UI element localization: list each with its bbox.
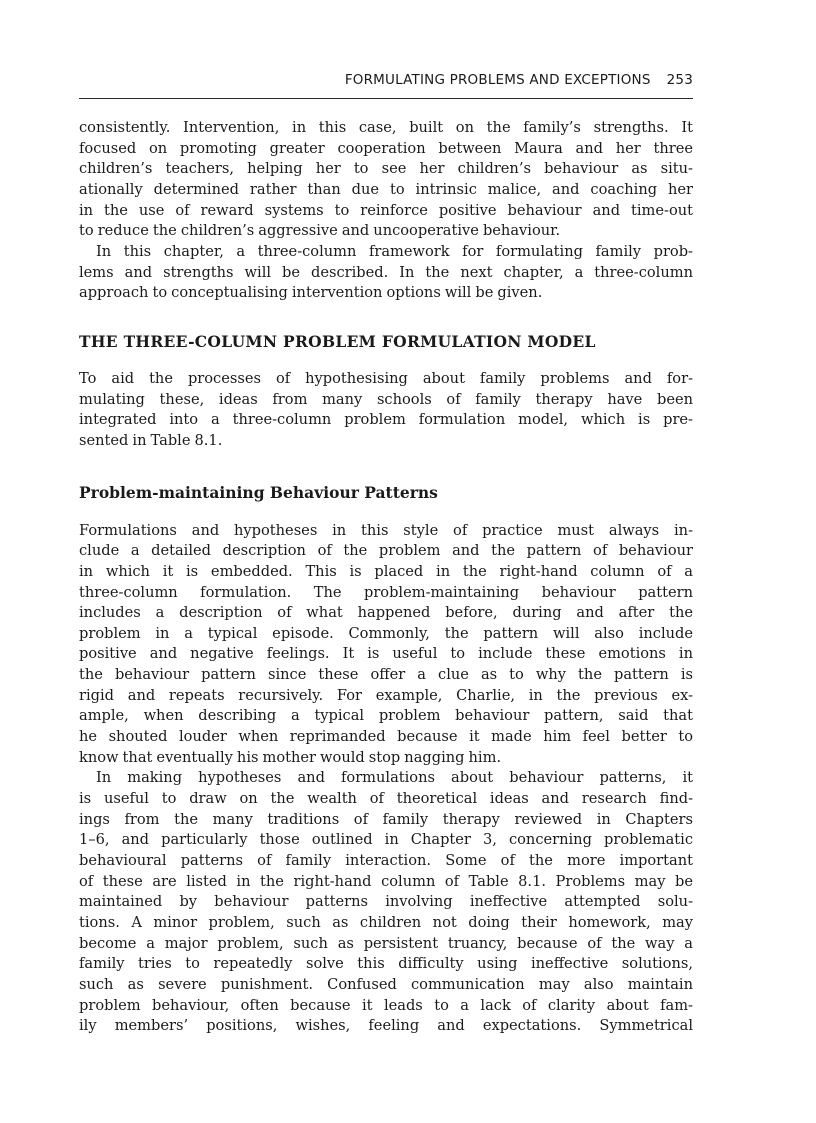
text-line: focused on promoting greater cooperation between Maura and her three [79, 139, 693, 157]
running-head [79, 72, 693, 99]
text-line: behavioural patterns of family interaction. Some of the more important [79, 852, 693, 870]
text-line: lems and strengths will be described. In the next chapter, a three-column [79, 263, 693, 281]
paragraph-2 [79, 242, 693, 304]
text-line: approach to conceptualising intervention options will be given. [79, 284, 543, 302]
text-line: In this chapter, a three-column framework for formulating family prob- [96, 242, 693, 260]
text-line: ings from the many traditions of family therapy reviewed in Chapters [79, 810, 693, 828]
text-line: of these are listed in the right-hand column of Table 8.1. Problems may be [79, 872, 693, 890]
text-line: sented in Table 8.1. [79, 431, 223, 449]
text-line: To aid the processes of hypothesising about family problems and for- [79, 369, 693, 387]
running-head-title: FORMULATING PROBLEMS AND EXCEPTIONS [344, 72, 651, 88]
text-line: ationally determined rather than due to intrinsic malice, and coaching her [79, 180, 693, 198]
text-line: children’s teachers, helping her to see her children’s behaviour as situ- [79, 160, 693, 178]
page-body [79, 118, 693, 1037]
text-line: Formulations and hypotheses in this style of practice must always in- [79, 521, 693, 539]
text-line: three-column formulation. The problem-maintaining behaviour pattern [79, 583, 693, 601]
paragraph-3 [79, 369, 693, 452]
text-line: problem in a typical episode. Commonly, the pattern will also include [79, 624, 693, 642]
paragraph-5 [79, 768, 693, 1037]
text-line: integrated into a three-column problem formulation model, which is pre- [79, 411, 693, 429]
text-line: to reduce the children’s aggressive and uncooperative behaviour. [79, 222, 561, 240]
text-line: 1–6, and particularly those outlined in Chapter 3, concerning problematic [79, 831, 693, 849]
page-number: 253 [666, 72, 693, 88]
text-line: know that eventually his mother would stop nagging him. [79, 748, 502, 766]
text-line: ily members’ positions, wishes, feeling and expectations. Symmetrical [79, 1017, 693, 1035]
text-line: mulating these, ideas from many schools of family therapy have been [79, 390, 693, 408]
text-line: maintained by behaviour patterns involving ineffective attempted solu- [79, 893, 693, 911]
text-line: in the use of reward systems to reinforce positive behaviour and time-out [79, 201, 693, 219]
text-line: in which it is embedded. This is placed in the right-hand column of a [79, 562, 693, 580]
text-line: tions. A minor problem, such as children not doing their homework, may [79, 914, 693, 931]
text-line: rigid and repeats recursively. For example, Charlie, in the previous ex- [79, 686, 693, 704]
text-line: consistently. Intervention, in this case, built on the family’s strengths. It [79, 119, 693, 136]
text-line: includes a description of what happened before, during and after the [79, 604, 693, 622]
text-line: family tries to repeatedly solve this difficulty using ineffective solutions, [79, 955, 693, 973]
paragraph-1 [79, 118, 693, 242]
text-line: ample, when describing a typical problem behaviour pattern, said that [79, 707, 693, 725]
paragraph-4 [79, 521, 693, 769]
subsection-heading: Problem-maintaining Behaviour Patterns [79, 482, 438, 502]
text-line: positive and negative feelings. It is useful to include these emotions in [79, 645, 693, 663]
text-line: problem behaviour, often because it leads to a lack of clarity about fam- [79, 996, 693, 1014]
text-line: he shouted louder when reprimanded because it made him feel better to [79, 728, 693, 746]
text-line: In making hypotheses and formulations about behaviour patterns, it [96, 769, 693, 787]
section-heading: THE THREE-COLUMN PROBLEM FORMULATION MODEL [79, 331, 596, 351]
text-line: is useful to draw on the wealth of theoretical ideas and research find- [79, 790, 693, 808]
text-line: such as severe punishment. Confused communication may also maintain [79, 975, 693, 993]
text-line: clude a detailed description of the problem and the pattern of behaviour [79, 542, 693, 560]
text-line: the behaviour pattern since these offer a clue as to why the pattern is [79, 666, 693, 684]
text-line: become a major problem, such as persistent truancy, because of the way a [79, 934, 693, 952]
